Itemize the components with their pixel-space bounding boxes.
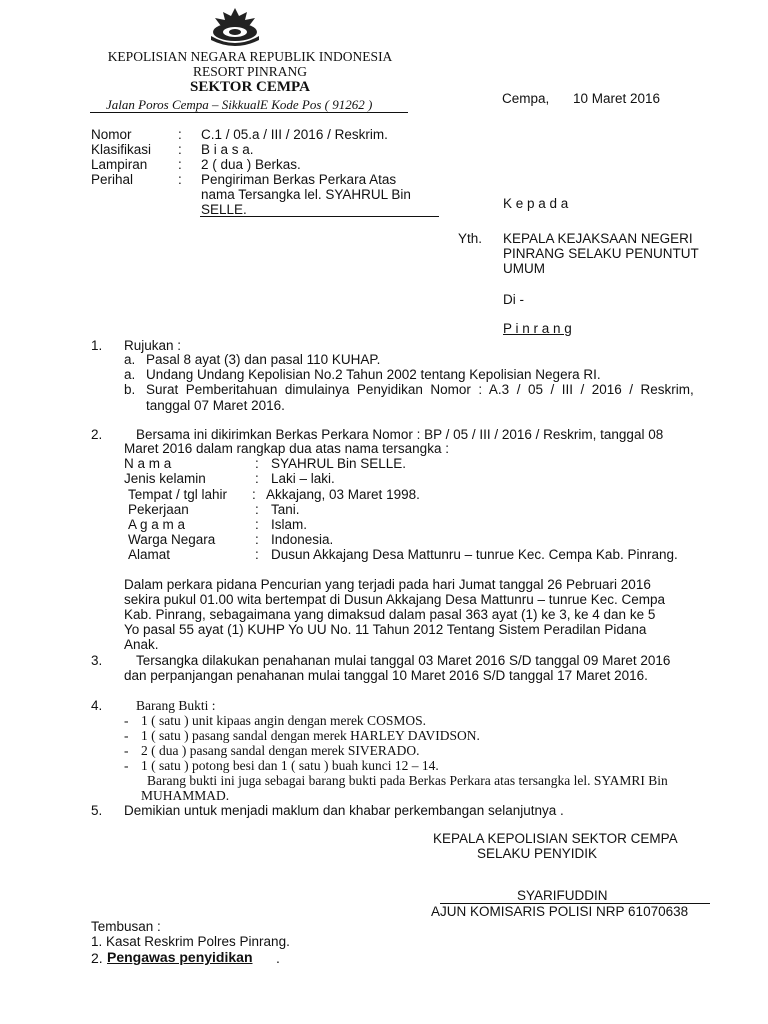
field-value-pekerjaan: Tani. — [271, 502, 300, 517]
meta-value-klasifikasi: B i a s a. — [201, 142, 254, 157]
field-value-warga-negara: Indonesia. — [271, 532, 334, 547]
signature-title-2: SELAKU PENYIDIK — [477, 846, 598, 861]
section-2-paragraph-line: sekira pukul 01.00 wita bertempat di Dusun Akkajang Desa Mattunru – tunrue Kec. Cempa — [124, 592, 666, 607]
section-2-intro-1: Bersama ini dikirimkan Berkas Perkara Nomor : BP / 05 / III / 2016 / Reskrim, tanggal 08 — [136, 427, 664, 442]
field-sep: : — [255, 517, 259, 532]
section-2-paragraph-line: Yo pasal 55 ayat (1) KUHP Yo UU No. 11 Tahun 2012 Tentang Sistem Peradilan Pidana — [124, 622, 647, 637]
section-2-paragraph-line: Dalam perkara pidana Pencurian yang terjadi pada hari Jumat tanggal 26 Pebruari 2016 — [124, 577, 651, 592]
section-1-item-cont: tanggal 07 Maret 2016. — [146, 398, 285, 413]
signature-title-1: KEPALA KEPOLISIAN SEKTOR CEMPA — [433, 831, 678, 846]
section-2-number: 2. — [91, 427, 103, 442]
kepada-label: K e p a d a — [503, 196, 569, 211]
field-value-agama: Islam. — [271, 517, 308, 532]
evidence-item: 1 ( satu ) pasang sandal dengan merek HARLEY DAVIDSON. — [141, 728, 480, 743]
tembusan-item-1: 1. Kasat Reskrim Polres Pinrang. — [91, 934, 290, 949]
meta-value-perihal-3: SELLE. — [201, 202, 247, 217]
header-line-2: RESORT PINRANG — [192, 64, 308, 79]
field-value-tempat-lahir: Akkajang, 03 Maret 1998. — [266, 487, 420, 502]
section-3-number: 3. — [91, 653, 103, 668]
section-1-title: Rujukan : — [124, 338, 182, 353]
meta-label-klasifikasi: Klasifikasi — [91, 142, 152, 157]
section-1-item-text: Undang Undang Kepolisian No.2 Tahun 2002 tentang Kepolisian Negera RI. — [146, 367, 601, 382]
header-underline — [90, 112, 408, 113]
field-label-agama: A g a m a — [128, 517, 186, 532]
meta-value-perihal-1: Pengiriman Berkas Perkara Atas — [201, 172, 397, 187]
field-label-alamat: Alamat — [128, 547, 171, 562]
section-2-paragraph-line: Kab. Pinrang, sebagaimana yang dimaksud dalam pasal 363 ayat (1) ke 3, ke 4 dan ke 5 — [124, 607, 656, 622]
meta-sep: : — [178, 127, 182, 142]
place-city: Cempa, — [502, 91, 550, 106]
field-label-pekerjaan: Pekerjaan — [128, 502, 189, 517]
section-1-item-text: Pasal 8 ayat (3) dan pasal 110 KUHAP. — [146, 352, 381, 367]
section-1-item-text: Surat Pemberitahuan dimulainya Penyidikan Nomor : A.3 / 05 / III / 2016 / Reskrim, — [146, 382, 694, 397]
field-sep: : — [255, 532, 259, 547]
section-1-number: 1. — [91, 338, 103, 353]
yth-label: Yth. — [458, 231, 483, 246]
evidence-bullet: - — [124, 758, 129, 773]
section-4-title: Barang Bukti : — [136, 698, 216, 713]
header-address: Jalan Poros Cempa – SikkualE Kode Pos ( 91262 ) — [106, 97, 373, 112]
tembusan-title: Tembusan : — [91, 919, 161, 934]
recipient-place: P i n r a n g — [503, 321, 572, 336]
field-sep: : — [255, 547, 259, 562]
meta-value-lampiran: 2 ( dua ) Berkas. — [201, 157, 301, 172]
meta-sep: : — [178, 157, 182, 172]
field-value-jenis-kelamin: Laki – laki. — [271, 471, 335, 486]
meta-value-perihal-2: nama Tersangka lel. SYAHRUL Bin — [201, 187, 411, 202]
section-3-line-2: dan perpanjangan penahanan mulai tanggal 10 Maret 2016 S/D tanggal 17 Maret 2016. — [124, 668, 648, 683]
header-line-1: KEPOLISIAN NEGARA REPUBLIK INDONESIA — [107, 49, 393, 64]
evidence-bullet: - — [124, 713, 129, 728]
evidence-bullet: - — [124, 728, 129, 743]
meta-sep: : — [178, 142, 182, 157]
field-sep: : — [252, 487, 256, 502]
field-label-jenis-kelamin: Jenis kelamin — [124, 471, 206, 486]
evidence-item: 1 ( satu ) potong besi dan 1 ( satu ) buah kunci 12 – 14. — [141, 758, 439, 773]
tembusan-item-2-end: . — [276, 950, 280, 966]
recipient-line-2: PINRANG SELAKU PENUNTUT — [503, 246, 699, 261]
meta-value-nomor: C.1 / 05.a / III / 2016 / Reskrim. — [201, 127, 388, 142]
meta-label-nomor: Nomor — [91, 127, 132, 142]
section-3-line-1: Tersangka dilakukan penahanan mulai tanggal 03 Maret 2016 S/D tanggal 09 Maret 2016 — [136, 653, 671, 668]
section-2-intro-2: Maret 2016 dalam rangkap dua atas nama tersangka : — [124, 441, 449, 456]
field-label-warga-negara: Warga Negara — [128, 532, 216, 547]
signature-name: SYARIFUDDIN — [517, 888, 608, 903]
signature-rank: AJUN KOMISARIS POLISI NRP 61070638 — [431, 904, 689, 919]
meta-label-perihal: Perihal — [91, 172, 134, 187]
recipient-di: Di - — [503, 292, 524, 307]
meta-sep: : — [178, 172, 182, 187]
field-label-tempat-lahir: Tempat / tgl lahir — [128, 487, 228, 502]
section-5-text: Demikian untuk menjadi maklum dan khabar perkembangan selanjutnya . — [124, 803, 564, 818]
section-1-item-mark: b. — [124, 382, 136, 397]
perihal-underline — [200, 216, 439, 217]
tembusan-item-2-text: Pengawas penyidikan — [107, 949, 253, 965]
field-value-alamat: Dusun Akkajang Desa Mattunru – tunrue Kec. Cempa Kab. Pinrang. — [271, 547, 678, 562]
section-5-number: 5. — [91, 803, 103, 818]
meta-label-lampiran: Lampiran — [91, 157, 148, 172]
evidence-note-line-1: Barang bukti ini juga sebagai barang bukti pada Berkas Perkara atas tersangka lel. SYAMRI Bin — [147, 773, 668, 788]
evidence-bullet: - — [124, 743, 129, 758]
recipient-line-3: UMUM — [503, 261, 545, 276]
field-label-nama: N a m a — [124, 456, 172, 471]
evidence-item: 2 ( dua ) pasang sandal dengan merek SIVERADO. — [141, 743, 420, 758]
section-1-item-mark: a. — [124, 352, 136, 367]
evidence-item: 1 ( satu ) unit kipaas angin dengan merek COSMOS. — [141, 713, 426, 728]
field-value-nama: SYAHRUL Bin SELLE. — [271, 456, 407, 471]
tembusan-item-2-number: 2. — [91, 950, 103, 966]
field-sep: : — [255, 502, 259, 517]
field-sep: : — [255, 456, 259, 471]
section-2-paragraph-line: Anak. — [124, 637, 159, 652]
section-4-number: 4. — [91, 698, 103, 713]
section-1-item-mark: a. — [124, 367, 136, 382]
letter-date: 10 Maret 2016 — [573, 91, 661, 106]
recipient-line-1: KEPALA KEJAKSAAN NEGERI — [503, 231, 693, 246]
field-sep: : — [255, 471, 259, 486]
header-line-3: SEKTOR CEMPA — [190, 79, 310, 95]
police-emblem-icon — [205, 6, 265, 46]
evidence-note-line-2: MUHAMMAD. — [141, 788, 230, 803]
